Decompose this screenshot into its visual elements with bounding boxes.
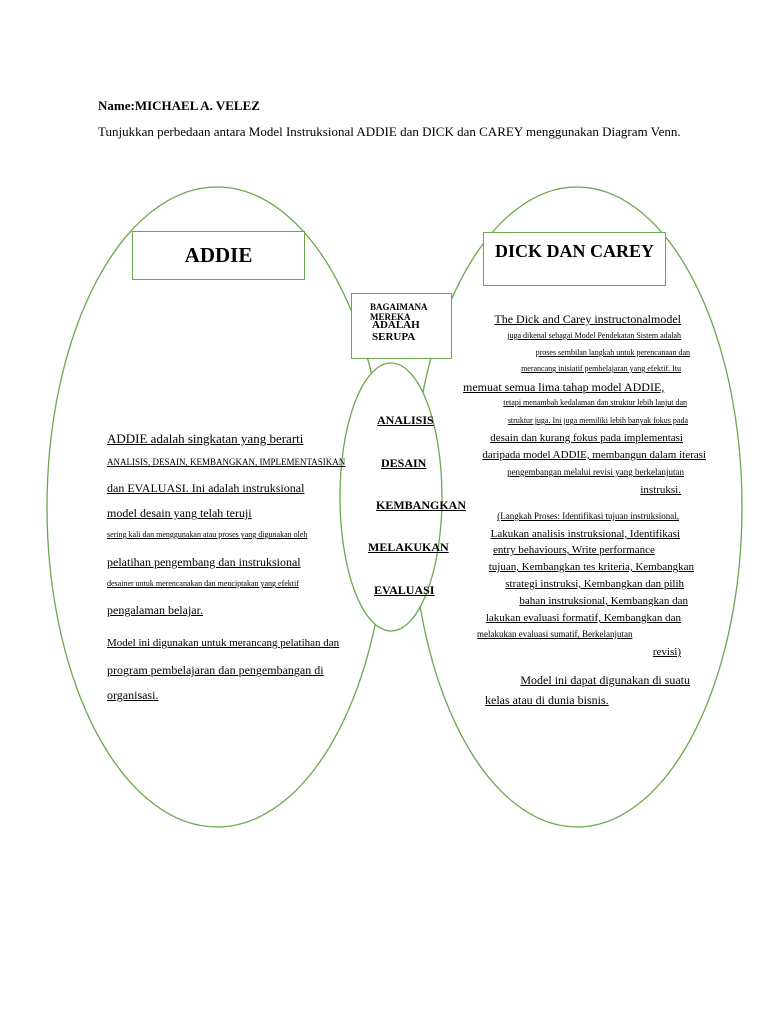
dick-carey-text-line: tujuan, Kembangkan tes kriteria, Kembangkan (488, 561, 694, 573)
dick-carey-text-line: kelas atau di dunia bisnis. (485, 693, 609, 707)
dick-carey-text-line: melakukan evaluasi sumatif, Berkelanjutan (477, 629, 633, 639)
shared-step: MELAKUKAN (368, 540, 449, 554)
dick-carey-text-line: (Langkah Proses: Identifikasi tujuan instruksional, (497, 511, 679, 521)
shared-step: DESAIN (381, 456, 427, 470)
dick-carey-text-line: lakukan evaluasi formatif, Kembangkan dan (485, 612, 681, 624)
dick-carey-text-line: struktur juga. Ini juga memiliki lebih banyak fokus pada (507, 416, 688, 425)
addie-text-line: Model ini digunakan untuk merancang pelatihan dan (107, 637, 340, 649)
dick-carey-text-line: desain dan kurang fokus pada implementasi (490, 432, 683, 444)
similarity-title-line2: ADALAH SERUPA (372, 319, 420, 343)
dick-carey-text-line: proses sembilan langkah untuk perencanaan dan (535, 348, 690, 357)
dick-carey-text-line: The Dick and Carey instructonalmodel (494, 312, 681, 326)
dick-carey-title: DICK DAN CAREY (494, 241, 654, 261)
similarity-title-line1: BAGAIMANA MEREKA (370, 302, 428, 322)
similarity-title-box (351, 293, 452, 359)
dick-carey-text-line: pengembangan melalui revisi yang berkelanjutan (507, 467, 684, 477)
dick-carey-text-line: Lakukan analisis instruksional, Identifikasi (490, 528, 680, 540)
addie-text-line: model desain yang telah teruji (107, 506, 252, 520)
dick-carey-text-line: entry behaviours, Write performance (493, 544, 655, 556)
dick-carey-text-line: bahan instruksional, Kembangkan dan (519, 595, 688, 607)
addie-text-line: pelatihan pengembang dan instruksional (107, 555, 301, 569)
dick-carey-text-line: Model ini dapat digunakan di suatu (520, 673, 690, 687)
dick-carey-title-box (483, 232, 666, 286)
shared-step: ANALISIS (377, 413, 434, 427)
addie-text-line: ADDIE adalah singkatan yang berarti (107, 431, 304, 446)
addie-text-line: program pembelajaran dan pengembangan di (107, 663, 324, 677)
dick-carey-text-line: daripada model ADDIE, membangun dalam iterasi (482, 449, 706, 461)
addie-text-line: organisasi. (107, 688, 159, 702)
addie-text-line: sering kali dan menggunakan atau proses yang digunakan oleh (107, 530, 308, 539)
task-instruction: Tunjukkan perbedaan antara Model Instruksional ADDIE dan DICK dan CAREY menggunakan Diagram Venn. (98, 124, 681, 139)
addie-text-line: dan EVALUASI. Ini adalah instruksional (107, 481, 305, 495)
dick-carey-text-line: strategi instruksi, Kembangkan dan pilih (505, 578, 684, 590)
addie-text-line: ANALISIS, DESAIN, KEMBANGKAN, IMPLEMENTASIKAN (107, 457, 346, 467)
addie-title-box (132, 231, 305, 280)
student-name: Name:MICHAEL A. VELEZ (98, 98, 260, 113)
shared-step: KEMBANGKAN (376, 498, 466, 512)
addie-text-line: desainer untuk merencanakan dan menciptakan yang efektif (107, 579, 299, 588)
dick-carey-text-line: tetapi menambah kedalaman dan struktur lebih lanjut dan (503, 398, 687, 407)
shared-step: EVALUASI (374, 583, 435, 597)
addie-text-line: pengalaman belajar. (107, 603, 203, 617)
dick-carey-text-line: memuat semua lima tahap model ADDIE, (463, 380, 665, 394)
dick-carey-text-line: juga dikenal sebagai Model Pendekatan Sistem adalah (507, 331, 681, 340)
addie-title: ADDIE (184, 243, 253, 267)
dick-carey-text-line: merancang inisiatif pembelajaran yang efektif. Itu (521, 364, 681, 373)
dick-carey-text-line: instruksi. (640, 484, 681, 496)
dick-carey-text-line: revisi) (652, 646, 681, 658)
